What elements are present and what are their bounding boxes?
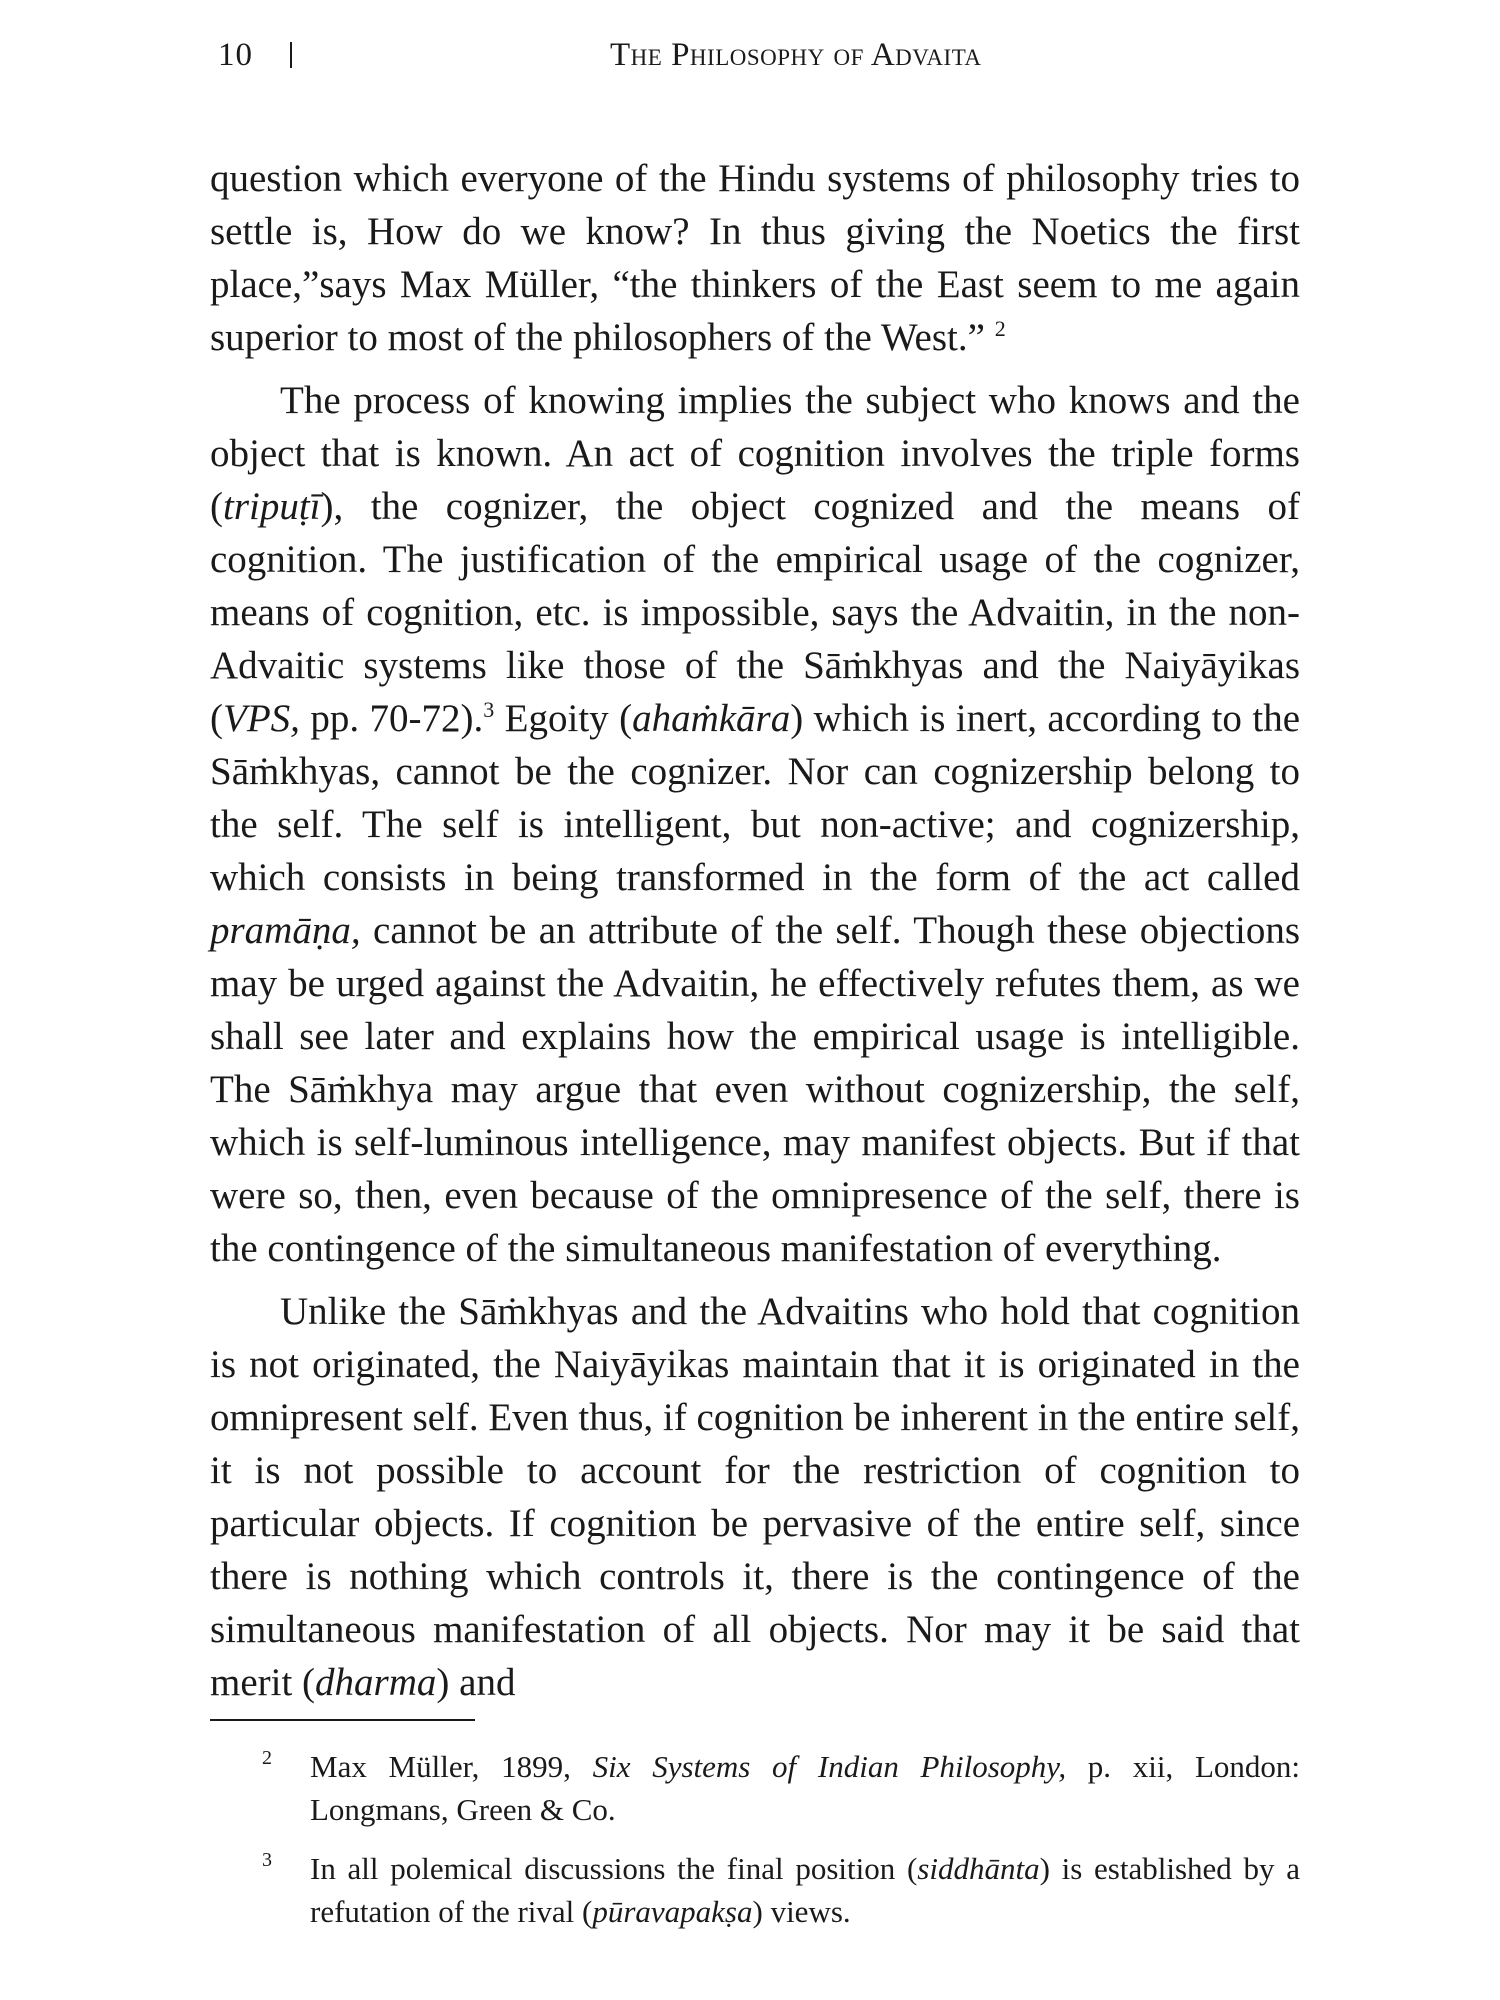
text-run: p. xii, London: Longmans, Green & Co. — [310, 1749, 1300, 1827]
text-run: ) views. — [752, 1894, 851, 1929]
header-divider — [290, 42, 292, 68]
text-run: pp. 70-72). — [299, 697, 484, 740]
footnote-divider — [210, 1719, 475, 1721]
running-title: The Philosophy of Advaita — [610, 37, 982, 73]
page-header — [210, 30, 1300, 90]
paragraph — [210, 1285, 1300, 1709]
footnotes — [210, 1745, 1300, 1933]
text-run: ) is established by a refutation of the rival ( — [310, 1851, 1300, 1929]
italic-term: tripuṭī — [223, 485, 321, 528]
italic-term: ahaṁkāra — [632, 697, 791, 740]
text-run: cannot be an attribute of the self. Though these objections may be urged against the Advaitin, he effectively refutes them, as we shall see later and explains how the empirical usage is intelligible. The Sāṁkhya may argue that even without cognizership, the self, which is self-luminous intelligence, may manifest objects. But if that were so, then, even because of the omnipresence of the self, there is the contingence of the simultaneous manifestation of everything. — [210, 909, 1300, 1270]
page-number: 10 — [218, 37, 253, 73]
italic-term: Six Systems of Indian Philosophy, — [592, 1749, 1067, 1784]
text-run: Unlike the Sāṁkhyas and the Advaitins who hold that cognition is not originated, the Naiyāyikas maintain that it is originated in the omnipresent self. Even thus, if cognition be inherent in the entire self, it is not possible to account for the restriction of cognition to particular objects. If cognition be pervasive of the entire self, since there is nothing which controls it, there is the contingence of the simultaneous manifestation of all objects. Nor may it be said that merit ( — [210, 1290, 1300, 1704]
text-run: In all polemical discussions the final position ( — [310, 1851, 918, 1886]
footnote-number: 2 — [262, 1747, 272, 1769]
text-run: The process of knowing implies the subject who knows and the object that is known. An act of cognition involves the triple forms ( — [210, 379, 1300, 528]
paragraph — [210, 152, 1300, 364]
footnote-reference: 3 — [483, 697, 495, 722]
footnote-text — [310, 1851, 1300, 1929]
italic-term: pramāṇa, — [210, 909, 361, 952]
italic-term: pūravapakṣa — [592, 1894, 753, 1929]
body-text — [210, 152, 1300, 1709]
paragraph — [210, 374, 1300, 1275]
text-run: ) which is inert, according to the Sāṁkhyas, cannot be the cognizer. Nor can cognizership belong to the self. The self is intelligent, but non-active; and cognizership, which consists in being transformed in the form of the act called — [210, 697, 1301, 899]
text-run: ) and — [436, 1661, 516, 1704]
text-run: ), the cognizer, the object cognized and the means of cognition. The justification of the empirical usage of the cognizer, means of cognition, etc. is impossible, says the Advaitin, in the non-Advaitic systems like those of the Sāṁkhyas and the Naiyāyikas ( — [210, 485, 1300, 740]
book-page — [210, 30, 1300, 1949]
italic-term: dharma — [315, 1661, 437, 1704]
italic-term: VPS, — [223, 697, 300, 740]
text-run: Max Müller, 1899, — [310, 1749, 593, 1784]
footnote-reference: 2 — [994, 316, 1006, 341]
text-run: question which everyone of the Hindu systems of philosophy tries to settle is, How do we know? In thus giving the Noetics the first place,”says Max Müller, “the thinkers of the East seem to me again superior to most of the philosophers of the West.” — [210, 157, 1300, 359]
footnote-number: 3 — [262, 1849, 272, 1871]
text-run: Egoity ( — [494, 697, 633, 740]
footnote-text — [310, 1749, 1300, 1827]
footnote — [210, 1847, 1300, 1933]
footnote — [210, 1745, 1300, 1831]
italic-term: siddhānta — [917, 1851, 1040, 1886]
